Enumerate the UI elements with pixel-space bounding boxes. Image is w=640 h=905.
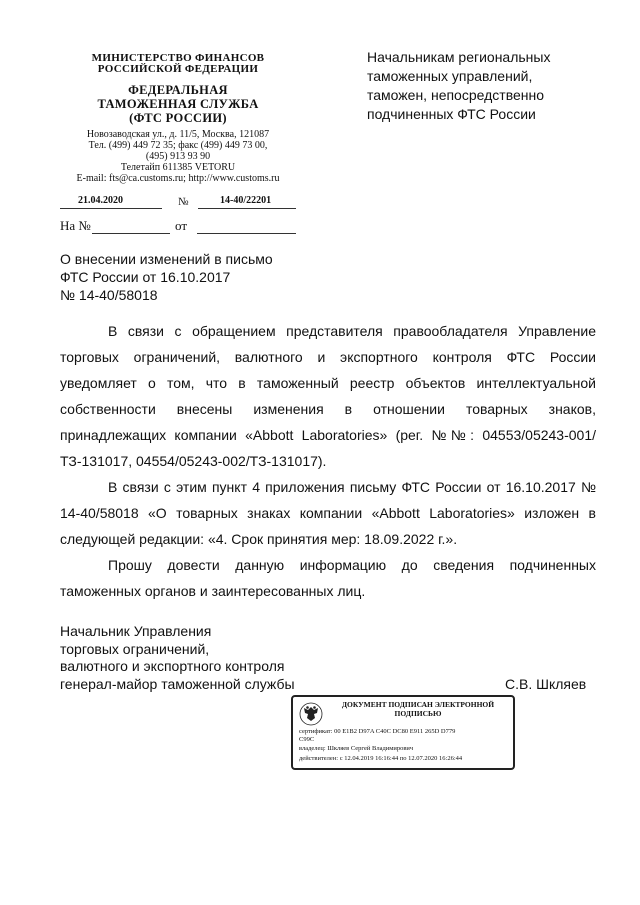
stamp-certificate: сертификат: 00 E1B2 D97A C40C DC80 E911 265D D779 [299, 728, 456, 735]
double-headed-eagle-emblem-icon [299, 702, 323, 726]
stamp-owner: владелец: Шкляев Сергей Владимирович [299, 745, 414, 752]
registration-date: 21.04.2020 [78, 195, 123, 206]
agency-email: E-mail: fts@ca.customs.ru; http://www.customs.ru [76, 173, 280, 184]
agency-address: Новозаводская ул., д. 11/5, Москва, 121087 [86, 129, 270, 140]
signer-line-4: генерал-майор таможенной службы [60, 675, 295, 692]
stamp-title [327, 700, 509, 718]
subject-block [60, 250, 320, 304]
ministry-line-1: МИНИСТЕРСТВО ФИНАНСОВ [91, 52, 265, 64]
agency-line-2: ТАМОЖЕННАЯ СЛУЖБА [97, 97, 259, 111]
body-paragraph-3: Прошу довести данную информацию до сведения подчиненных таможенных органов и заинтересованных лиц. [60, 557, 596, 599]
body-paragraph-2: В связи с этим пункт 4 приложения письму ФТС России от 16.10.2017 № 14-40/58018 «О товарных знаках компании «Abbott Laboratories» изложен в следующей редакции: «4. Срок принятия мер: 18.09.2022 г.». [60, 479, 596, 547]
reference-date-underline [197, 233, 296, 234]
reference-line [60, 216, 296, 236]
subject-line-2: ФТС России от 16.10.2017 [60, 269, 231, 285]
reference-date-label: от [175, 218, 188, 233]
stamp-title-line-2: ПОДПИСЬЮ [394, 709, 442, 718]
electronic-signature-stamp [291, 695, 515, 770]
agency-teletype: Телетайп 611385 VETORU [120, 162, 236, 173]
signer-name: С.В. Шкляев [505, 676, 587, 692]
addressee-line-3: таможен, непосредственно [367, 87, 545, 103]
agency-contacts [60, 129, 296, 184]
signer-line-2: торговых ограничений, [60, 640, 210, 657]
signer-line-3: валютного и экспортного контроля [60, 658, 285, 674]
addressee-line-1: Начальникам региональных [367, 49, 551, 65]
signer-title [60, 623, 340, 693]
registration-number-label: № [178, 196, 189, 208]
agency-name [60, 83, 296, 125]
stamp-validity: действителен: с 12.04.2019 16:16:44 по 12.07.2020 16:26:44 [299, 755, 463, 762]
number-underline [198, 208, 296, 209]
registration-number: 14-40/22201 [220, 195, 272, 206]
agency-phone-2: (495) 913 93 90 [145, 151, 211, 162]
reference-number-underline [92, 233, 170, 234]
agency-line-1: ФЕДЕРАЛЬНАЯ [128, 83, 228, 97]
registration-line [60, 193, 296, 213]
signer-line-1: Начальник Управления [60, 623, 212, 639]
reference-number-label: На № [60, 218, 91, 233]
stamp-certificate-2: C99C [299, 736, 315, 743]
subject-line-3: № 14-40/58018 [60, 287, 158, 303]
letter-body [60, 318, 596, 604]
addressee-line-4: подчиненных ФТС России [367, 106, 536, 122]
body-paragraph-1: В связи с обращением представителя правообладателя Управление торговых ограничений, валютного и экспортного контроля ФТС России уведомляет о том, что в таможенный реестр объектов интеллектуальной собственности внесены изменения в отношении товарных знаков, принадлежащих компании «Abbott Laboratories» (рег. №№: 04553/05243-001/ТЗ-131017, 04554/05243-002/ТЗ-131017). [60, 323, 596, 469]
ministry-name [60, 53, 296, 75]
ministry-line-2: РОССИЙСКОЙ ФЕДЕРАЦИИ [97, 63, 259, 75]
agency-phone: Тел. (499) 449 72 35; факс (499) 449 73 00, [88, 140, 268, 151]
addressee-block [367, 48, 597, 124]
addressee-line-2: таможенных управлений, [367, 68, 533, 84]
date-underline [60, 208, 162, 209]
stamp-title-line-1: ДОКУМЕНТ ПОДПИСАН ЭЛЕКТРОННОЙ [341, 700, 495, 709]
agency-line-3: (ФТС РОССИИ) [129, 111, 227, 125]
subject-line-1: О внесении изменений в письмо [60, 251, 273, 267]
